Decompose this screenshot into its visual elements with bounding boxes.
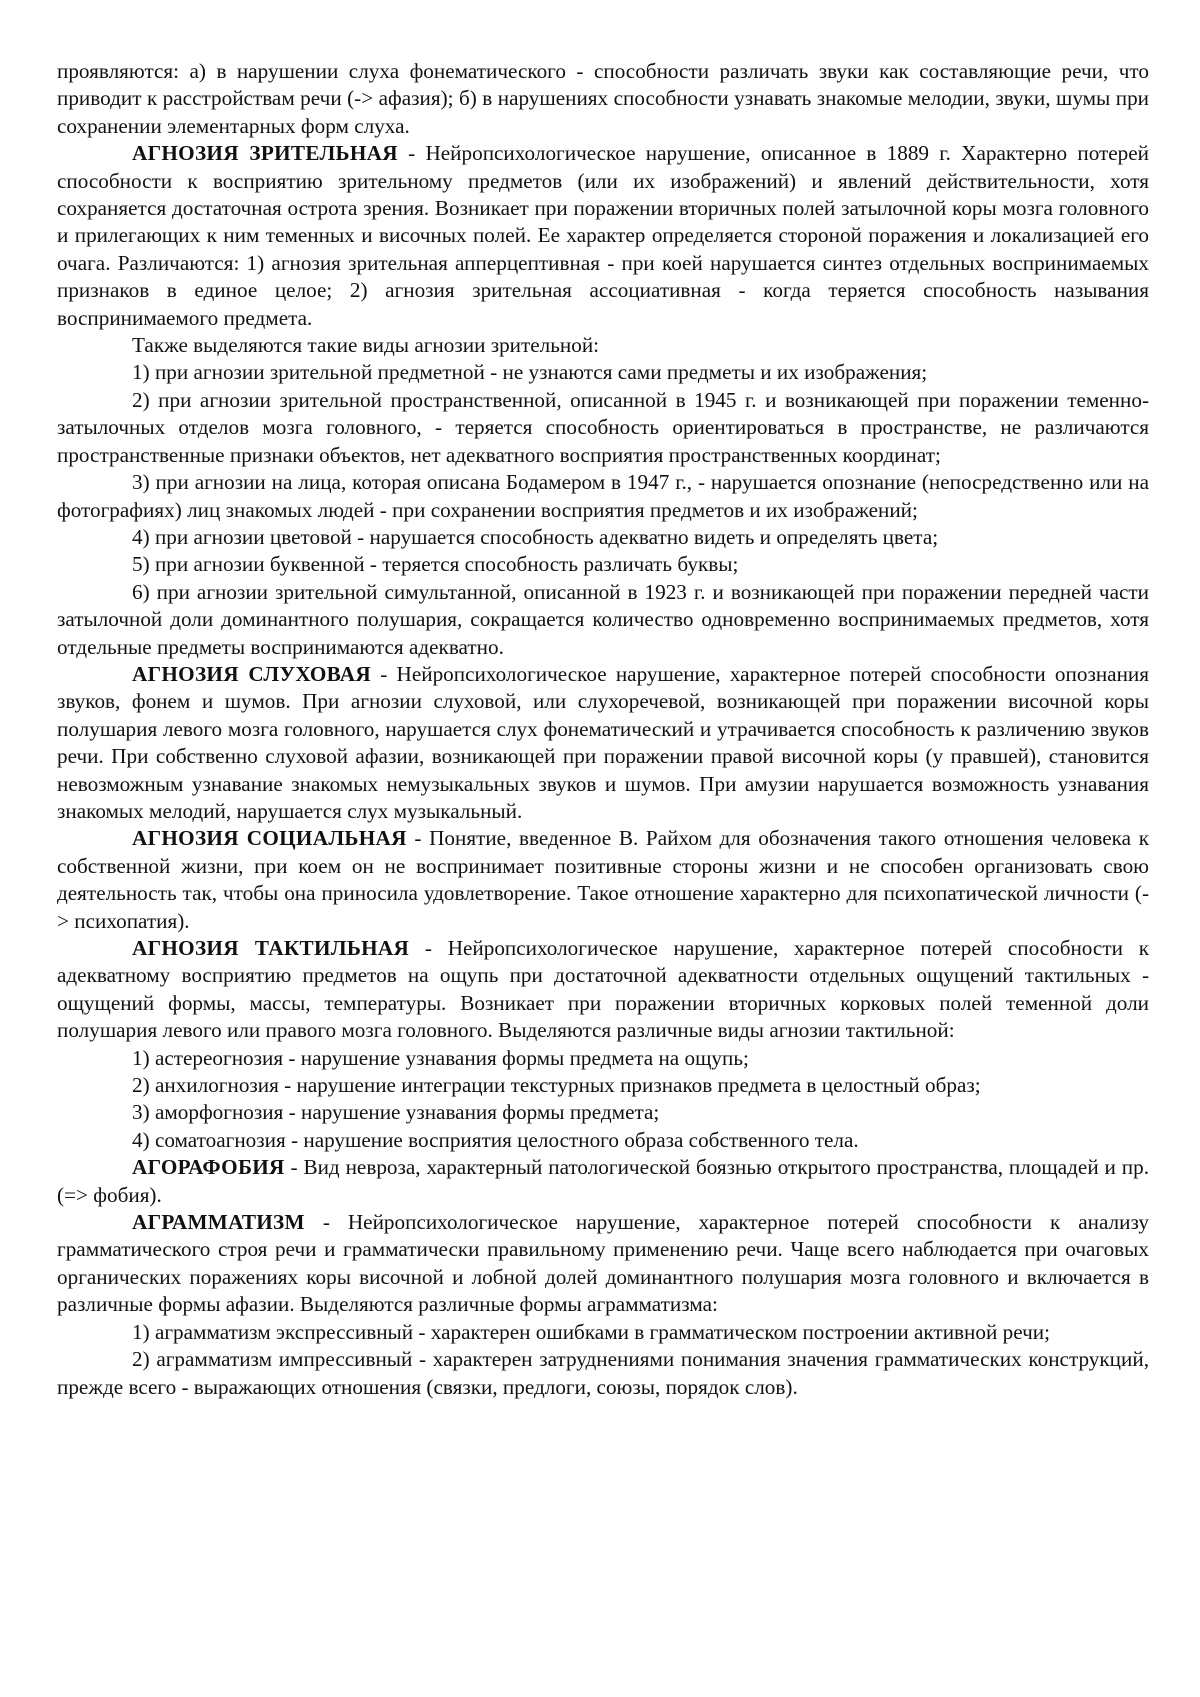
entry-term: АГНОЗИЯ СЛУХОВАЯ [132, 661, 371, 686]
entry-subitem: 5) при агнозии буквенной - теряется способность различать буквы; [132, 552, 739, 577]
entry-subitem: 2) при агнозии зрительной пространственной, описанной в 1945 г. и возникающей при поражении теменно-затылочных отделов мозга головного, - теряется способность ориентироваться в пространстве, не различаются пространственные признаки объектов, нет адекватного восприятия пространственных координат; [57, 387, 1149, 467]
entry-subitem: 3) аморфогнозия - нарушение узнавания формы предмета; [132, 1100, 660, 1125]
entry-subitem: 2) аграмматизм импрессивный - характерен затруднениями понимания значения грамматических конструкций, прежде всего - выражающих отношения (связки, предлоги, союзы, порядок слов). [57, 1347, 1149, 1399]
entry-agoraphobia [57, 1154, 1149, 1209]
entry-term: АГОРАФОБИЯ [132, 1155, 285, 1180]
entry-definition: - Нейропсихологическое нарушение, характерное потерей способности к адекватному восприятию предметов на ощупь при достаточной адекватности отдельных ощущений тактильных - ощущений формы, массы, температуры. Возникает при поражении вторичных корковых полей теменной доли полушария левого или правого мозга головного. Выделяются различные виды агнозии тактильной: [57, 936, 1149, 1043]
entry-agnosia-social [57, 825, 1149, 935]
entry-agnosia-tactile [57, 935, 1149, 1045]
entry-subitem: 4) при агнозии цветовой - нарушается способность адекватно видеть и определять цвета; [132, 524, 939, 549]
entry-term: АГНОЗИЯ ТАКТИЛЬНАЯ [132, 936, 410, 960]
entry-subitem: 4) соматоагнозия - нарушение восприятия целостного образа собственного тела. [132, 1127, 859, 1152]
document-page [57, 58, 1149, 1401]
entry-term: АГНОЗИЯ ЗРИТЕЛЬНАЯ [132, 141, 398, 166]
entry-subitem: 1) астереогнозия - нарушение узнавания формы предмета на ощупь; [132, 1045, 749, 1070]
entry-definition: - Нейропсихологическое нарушение, характерное потерей способности опознания звуков, фонем и шумов. При агнозии слуховой, или слухоречевой, возникающей при поражении височной коры полушария левого мозга головного, нарушается слух фонематический и утрачивается способность к различению звуков речи. При собственно слуховой афазии, возникающей при поражении правой височной коры (у правшей), становится невозможным узнавание знакомых немузыкальных звуков и шумов. При амузии нарушается возможность узнавания знакомых мелодий, нарушается слух музыкальный. [57, 661, 1149, 823]
entry-subitem: 6) при агнозии зрительной симультанной, описанной в 1923 г. и возникающей при поражении передней части затылочной доли доминантного полушария, сокращается количество одновременно воспринимаемых предметов, хотя отдельные предметы воспринимаются адекватно. [57, 579, 1149, 659]
entry-agnosia-auditory [57, 661, 1149, 825]
entry-subitem: 2) анхилогнозия - нарушение интеграции текстурных признаков предмета в целостный образ; [132, 1073, 981, 1098]
entry-subitem: 1) при агнозии зрительной предметной - не узнаются сами предметы и их изображения; [132, 360, 928, 385]
entry-subitem: 1) аграмматизм экспрессивный - характерен ошибками в грамматическом построении активной речи; [132, 1319, 1050, 1344]
entry-subitem: 3) при агнозии на лица, которая описана Бодамером в 1947 г., - нарушается опознание (непосредственно или на фотографиях) лиц знакомых людей - при сохранении восприятия предметов и их изображений; [57, 470, 1149, 522]
entry-term: АГРАММАТИЗМ [132, 1210, 305, 1235]
entry-definition: - Понятие, введенное В. Райхом для обозначения такого отношения человека к собственной жизни, при коем он не воспринимает позитивные стороны жизни и не способен организовать свою деятельность так, чтобы она приносила удовлетворение. Такое отношение характерно для психопатической личности (-> психопатия). [57, 826, 1149, 933]
entry-agnosia-visual [57, 140, 1149, 332]
entry-term: АГНОЗИЯ СОЦИАЛЬНАЯ [132, 826, 407, 851]
entry-agrammatism [57, 1209, 1149, 1319]
entry-definition: - Нейропсихологическое нарушение, характерное потерей способности к анализу грамматического строя речи и грамматически правильному применению речи. Чаще всего наблюдается при очаговых органических поражениях коры височной и лобной долей доминантного полушария мозга головного и включается в различные формы афазии. Выделяются различные формы аграмматизма: [57, 1210, 1149, 1317]
entry-subitem: Также выделяются такие виды агнозии зрительной: [132, 333, 600, 358]
entry-definition: - Вид невроза, характерный патологической боязнью открытого пространства, площадей и пр. (=> фобия). [57, 1155, 1149, 1207]
entry-definition: - Нейропсихологическое нарушение, описанное в 1889 г. Характерно потерей способности к восприятию зрительному предметов (или их изображений) и явлений действительности, хотя сохраняется достаточная острота зрения. Возникает при поражении вторичных полей затылочной коры мозга головного и прилегающих к ним теменных и височных полей. Ее характер определяется стороной поражения и локализацией его очага. Различаются: 1) агнозия зрительная апперцептивная - при коей нарушается синтез отдельных воспринимаемых признаков в единое целое; 2) агнозия зрительная ассоциативная - когда теряется способность называния воспринимаемого предмета. [57, 141, 1150, 330]
intro-paragraph: проявляются: а) в нарушении слуха фонематического - способности различать звуки как составляющие речи, что приводит к расстройствам речи (-> афазия); б) в нарушениях способности узнавать знакомые мелодии, звуки, шумы при сохранении элементарных форм слуха. [57, 59, 1149, 138]
